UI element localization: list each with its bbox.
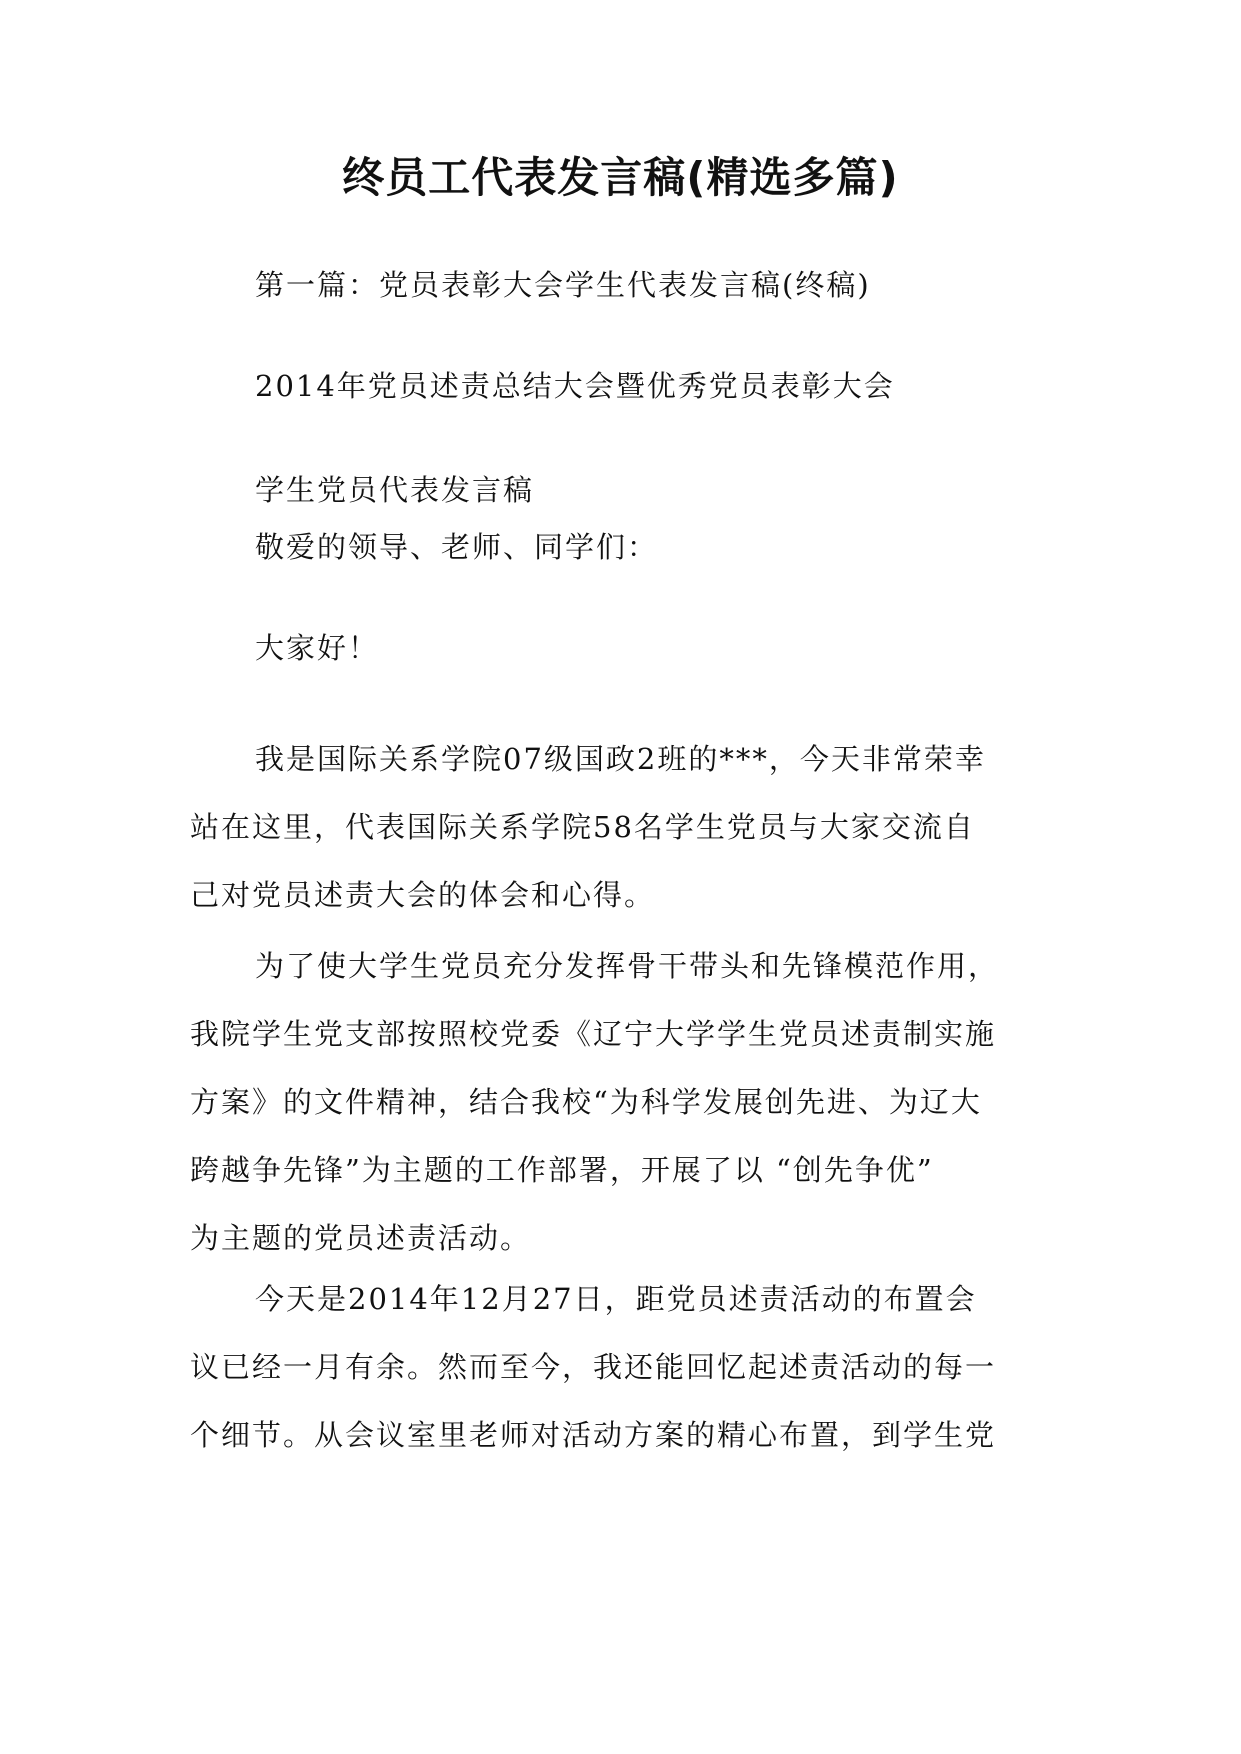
paragraph-line: 为了使大学生党员充分发挥骨干带头和先锋模范作用，	[255, 949, 1000, 983]
paragraph-line: 为主题的党员述责活动。	[190, 1221, 532, 1255]
greeting: 大家好！	[255, 631, 380, 665]
paragraph-2	[190, 932, 1050, 1272]
paragraph-line: 个细节。从会议室里老师对活动方案的精心布置，到学生党	[190, 1418, 997, 1452]
paragraph-line: 方案》的文件精神，结合我校“为科学发展创先进、为辽大	[190, 1085, 982, 1119]
paragraph-line: 我是国际关系学院07级国政2班的***，今天非常荣幸	[255, 742, 986, 776]
salutation: 敬爱的领导、老师、同学们：	[255, 530, 659, 564]
paragraph-line: 我院学生党支部按照校党委《辽宁大学学生党员述责制实施	[190, 1017, 997, 1051]
section-heading: 第一篇：党员表彰大会学生代表发言稿(终稿)	[255, 268, 871, 302]
paragraph-line: 议已经一月有余。然而至今，我还能回忆起述责活动的每一	[190, 1350, 997, 1384]
paragraph-line: 站在这里，代表国际关系学院58名学生党员与大家交流自	[190, 810, 975, 844]
paragraph-3	[190, 1265, 1050, 1469]
paragraph-1	[190, 725, 1050, 929]
event-line: 2014年党员述责总结大会暨优秀党员表彰大会	[255, 369, 895, 403]
speech-label: 学生党员代表发言稿	[255, 473, 535, 507]
document-title: 终员工代表发言稿(精选多篇)	[342, 153, 899, 202]
paragraph-line: 跨越争先锋”为主题的工作部署，开展了以 “创先争优”	[190, 1153, 934, 1187]
paragraph-line: 己对党员述责大会的体会和心得。	[190, 878, 656, 912]
paragraph-line: 今天是2014年12月27日，距党员述责活动的布置会	[255, 1282, 977, 1316]
